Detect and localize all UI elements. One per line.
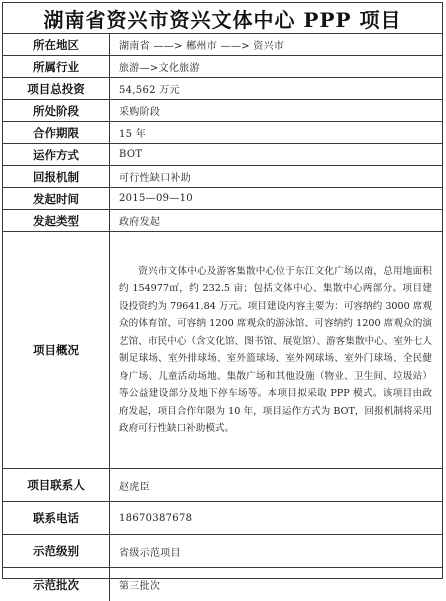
project-info-sheet (2, 2, 443, 592)
value-demo-batch: 第三批次 (119, 581, 161, 592)
label-return-mechanism: 回报机制 (3, 166, 110, 188)
label-stage: 所处阶段 (3, 100, 110, 122)
label-operation-mode: 运作方式 (3, 144, 110, 166)
value-return-mechanism: 可行性缺口补助 (110, 166, 442, 188)
value-contact-person: 赵虎臣 (110, 469, 442, 502)
label-start-date: 发起时间 (3, 188, 110, 210)
value-region: 湖南省 ——> 郴州市 ——> 资兴市 (110, 34, 442, 56)
label-initiation-type: 发起类型 (3, 210, 110, 232)
label-project-overview: 项目概况 (3, 232, 110, 469)
value-demo-level: 省级示范项目 (110, 535, 442, 568)
value-industry: 旅游—>文化旅游 (110, 56, 442, 78)
value-stage: 采购阶段 (110, 100, 442, 122)
label-industry: 所属行业 (3, 56, 110, 78)
label-cooperation-period: 合作期限 (3, 122, 110, 144)
value-operation-mode: BOT (110, 144, 442, 166)
value-project-overview (110, 232, 442, 469)
label-contact-person: 项目联系人 (3, 469, 110, 502)
label-demo-batch: 示范批次 (3, 568, 110, 601)
info-table (3, 34, 442, 601)
project-overview-text: 资兴市文体中心及游客集散中心位于东江文化广场以南，总用地面积约 154977㎡，约 232.5 亩；包括文体中心、集散中心两部分。项目建设投资约为 79641.84 万元。项目建设内容主要为：可容纳约 3000 席观众的体育馆、可容纳 1200 席观众的游泳馆、可容纳约 1200 席观众的演艺馆、市民中心（含文化馆、图书馆、展览馆）、游客集散中心、室外七人制足球场、室外排球场、室外篮球场、室外网球场、室外门球场、全民健身广场、儿童活动场地、集散广场和其他设施（物业、卫生间、垃圾站）等公益建设部分及地下停车场等。本项目拟采取 PPP 模式。该项目由政府发起，项目合作年限为 10 年，项目运作方式为 BOT，回报机制将采用政府可行性缺口补助模式。 (119, 265, 432, 434)
value-start-date: 2015—09—10 (110, 188, 442, 210)
label-demo-level: 示范级别 (3, 535, 110, 568)
label-region: 所在地区 (3, 34, 110, 56)
value-initiation-type: 政府发起 (110, 210, 442, 232)
value-cooperation-period: 15 年 (110, 122, 442, 144)
label-contact-phone: 联系电话 (3, 502, 110, 535)
label-total-investment: 项目总投资 (3, 78, 110, 100)
value-contact-phone: 18670387678 (110, 502, 442, 535)
page-title: 湖南省资兴市资兴文体中心 PPP 项目 (3, 3, 442, 34)
value-total-investment: 54,562 万元 (110, 78, 442, 100)
